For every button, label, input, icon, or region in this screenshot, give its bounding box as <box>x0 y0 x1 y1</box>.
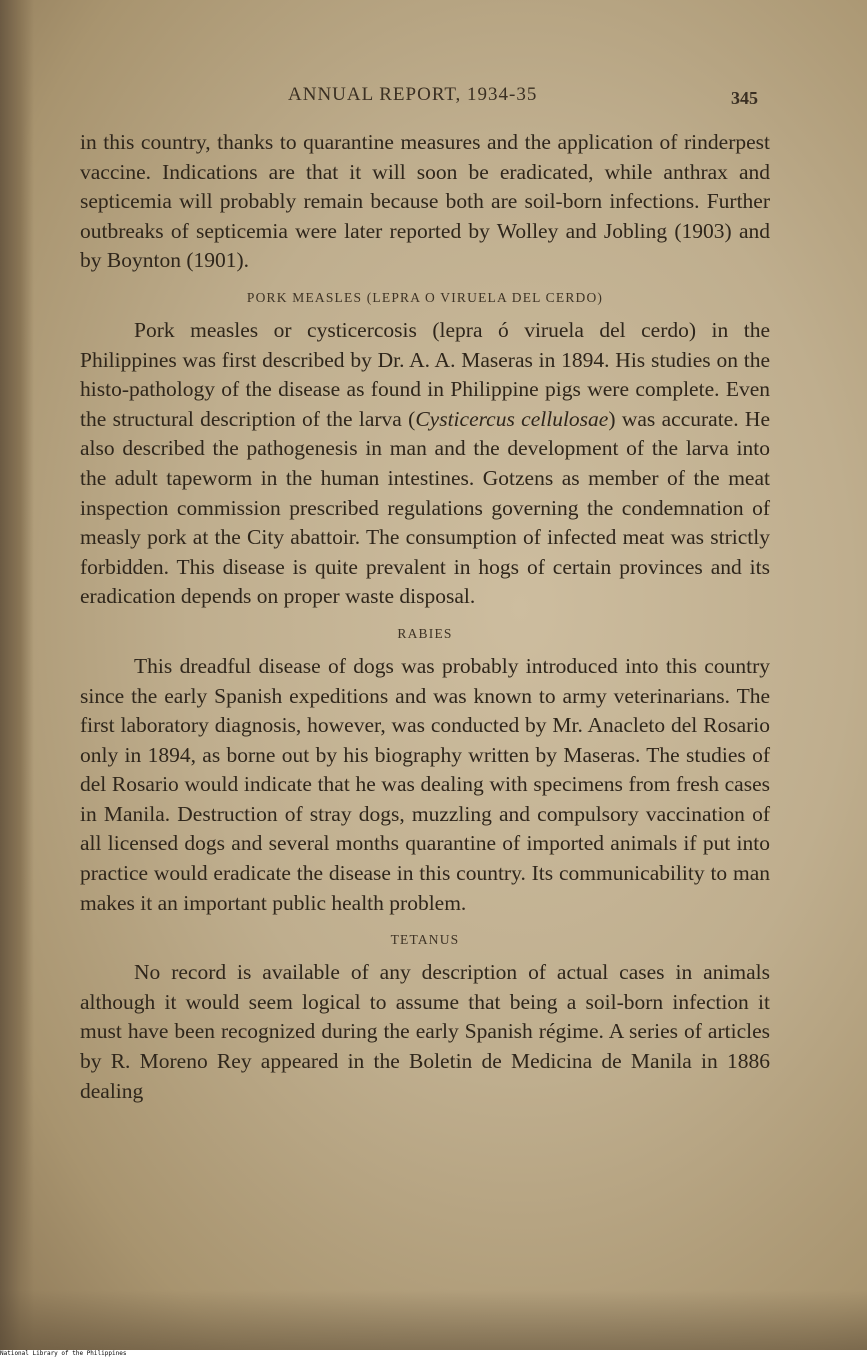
species-name: Cysticercus cellulosae <box>415 406 609 431</box>
intro-paragraph: in this country, thanks to quarantine measures and the application of rinderpest vaccine. Indications are that it will soon be eradicated, while anthrax and septicemia will probably remain because both are soil-born infections. Further outbreaks of septicemia were later reported by Wolley and Jobling (1903) and by Boynton (1901). <box>80 130 770 273</box>
section-heading-tetanus: TETANUS <box>390 932 460 948</box>
pork-measles-paragraph <box>80 316 770 612</box>
tetanus-paragraph: No record is available of any description of actual cases in animals although it would seem logical to assume that being a soil-born infection it must have been recognized during the early Spanish régime. A series of articles by R. Moreno Rey appeared in the Boletin de Medicina de Manila in 1886 dealing <box>80 960 770 1103</box>
page-number: 345 <box>731 88 758 108</box>
page-header <box>288 84 758 114</box>
section-heading-rabies: RABIES <box>397 625 453 641</box>
footer-credit: National Library of the Philippines <box>0 1350 127 1357</box>
footer-bar <box>0 1350 867 1358</box>
running-head: ANNUAL REPORT, 1934-35 <box>288 84 538 105</box>
page-edge-shadow <box>0 0 34 1350</box>
pork-text-part-1: Pork measles or cysticercosis (lepra ó viruela del cerdo) in the Philippines was first described by Dr. A. A. Maseras in 1894. His studies on the histo-pathology of the disease as found in Philippine pigs were complete. Even the structural description of the larva ( <box>80 317 770 431</box>
page-bottom-shadow <box>0 1290 867 1350</box>
pork-text-part-2: ) was accurate. He also described the pathogenesis in man and the development of the larva into the adult tapeworm in the human intestines. Gotzens as member of the meat inspection commission prescribed regulations governing the condemnation of measly pork at the City abattoir. The consumption of infected meat was strictly forbidden. This disease is quite prevalent in hogs of certain provinces and its eradication depends on proper waste disposal. <box>80 406 770 609</box>
rabies-paragraph: This dreadful disease of dogs was probably introduced into this country since the early Spanish expeditions and was known to army veterinarians. The first laboratory diagnosis, however, was conducted by Mr. Anacleto del Rosario only in 1894, as borne out by his biography written by Maseras. The studies of del Rosario would indicate that he was dealing with specimens from fresh cases in Manila. Destruction of stray dogs, muzzling and compulsory vaccination of all licensed dogs and several months quarantine of imported animals if put into practice would eradicate the disease in this country. Its communicability to man makes it an important public health problem. <box>80 653 770 915</box>
page-body <box>80 128 770 1106</box>
section-heading-pork-measles: PORK MEASLES (LEPRA O VIRUELA DEL CERDO) <box>246 289 604 305</box>
